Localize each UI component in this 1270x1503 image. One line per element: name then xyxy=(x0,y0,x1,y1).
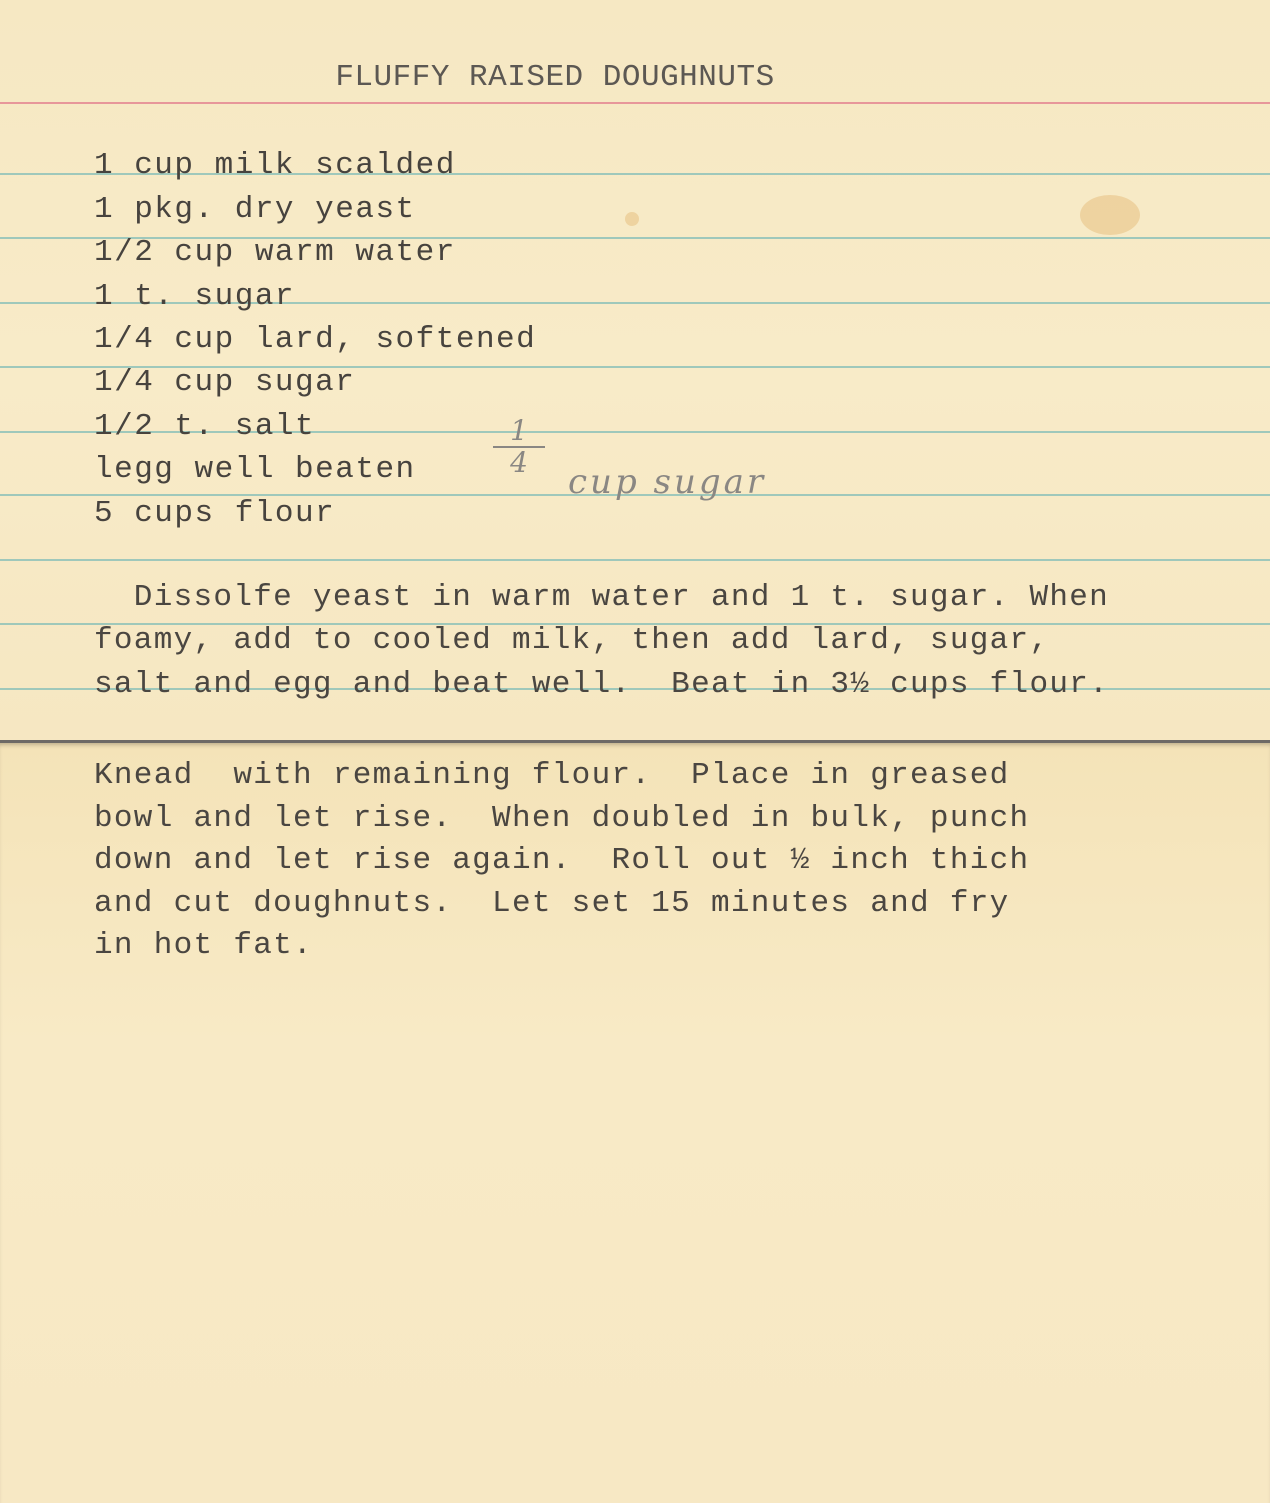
ingredient-line: 1/4 cup sugar xyxy=(94,365,356,400)
directions-line: down and let rise again. Roll out ½ inch thich xyxy=(94,843,1030,878)
directions-line: Knead with remaining flour. Place in greased xyxy=(94,758,1010,793)
ruled-line xyxy=(0,559,1270,561)
ingredient-line: 1/2 t. salt xyxy=(94,409,316,444)
recipe-card-back xyxy=(0,740,1270,1503)
directions-line: and cut doughnuts. Let set 15 minutes and fry xyxy=(94,886,1010,921)
ingredient-line: legg well beaten xyxy=(94,452,416,487)
ingredient-line: 1 cup milk scalded xyxy=(94,148,456,183)
ingredient-line: 5 cups flour xyxy=(94,496,336,531)
directions-line: foamy, add to cooled milk, then add lard, sugar, xyxy=(94,623,1050,658)
stain xyxy=(625,212,639,226)
ingredient-line: 1 pkg. dry yeast xyxy=(94,192,416,227)
directions-line: in hot fat. xyxy=(94,928,313,963)
ingredient-line: 1/4 cup lard, softened xyxy=(94,322,537,357)
ingredient-line: 1 t. sugar xyxy=(94,279,296,314)
ingredient-line: 1/2 cup warm water xyxy=(94,235,456,270)
recipe-card-front xyxy=(0,0,1270,740)
fraction-numerator: 1 xyxy=(510,414,528,447)
handwritten-note: cup sugar xyxy=(568,462,767,502)
directions-line: Dissolfe yeast in warm water and 1 t. sugar. When xyxy=(94,580,1110,615)
recipe-title: FLUFFY RAISED DOUGHNUTS xyxy=(335,60,775,95)
fraction-denominator: 4 xyxy=(510,446,528,479)
directions-line: salt and egg and beat well. Beat in 3½ cups flour. xyxy=(94,667,1110,702)
header-red-rule xyxy=(0,102,1270,104)
handwritten-fraction xyxy=(493,414,545,479)
stain xyxy=(1080,195,1140,235)
directions-line: bowl and let rise. When doubled in bulk, punch xyxy=(94,801,1030,836)
